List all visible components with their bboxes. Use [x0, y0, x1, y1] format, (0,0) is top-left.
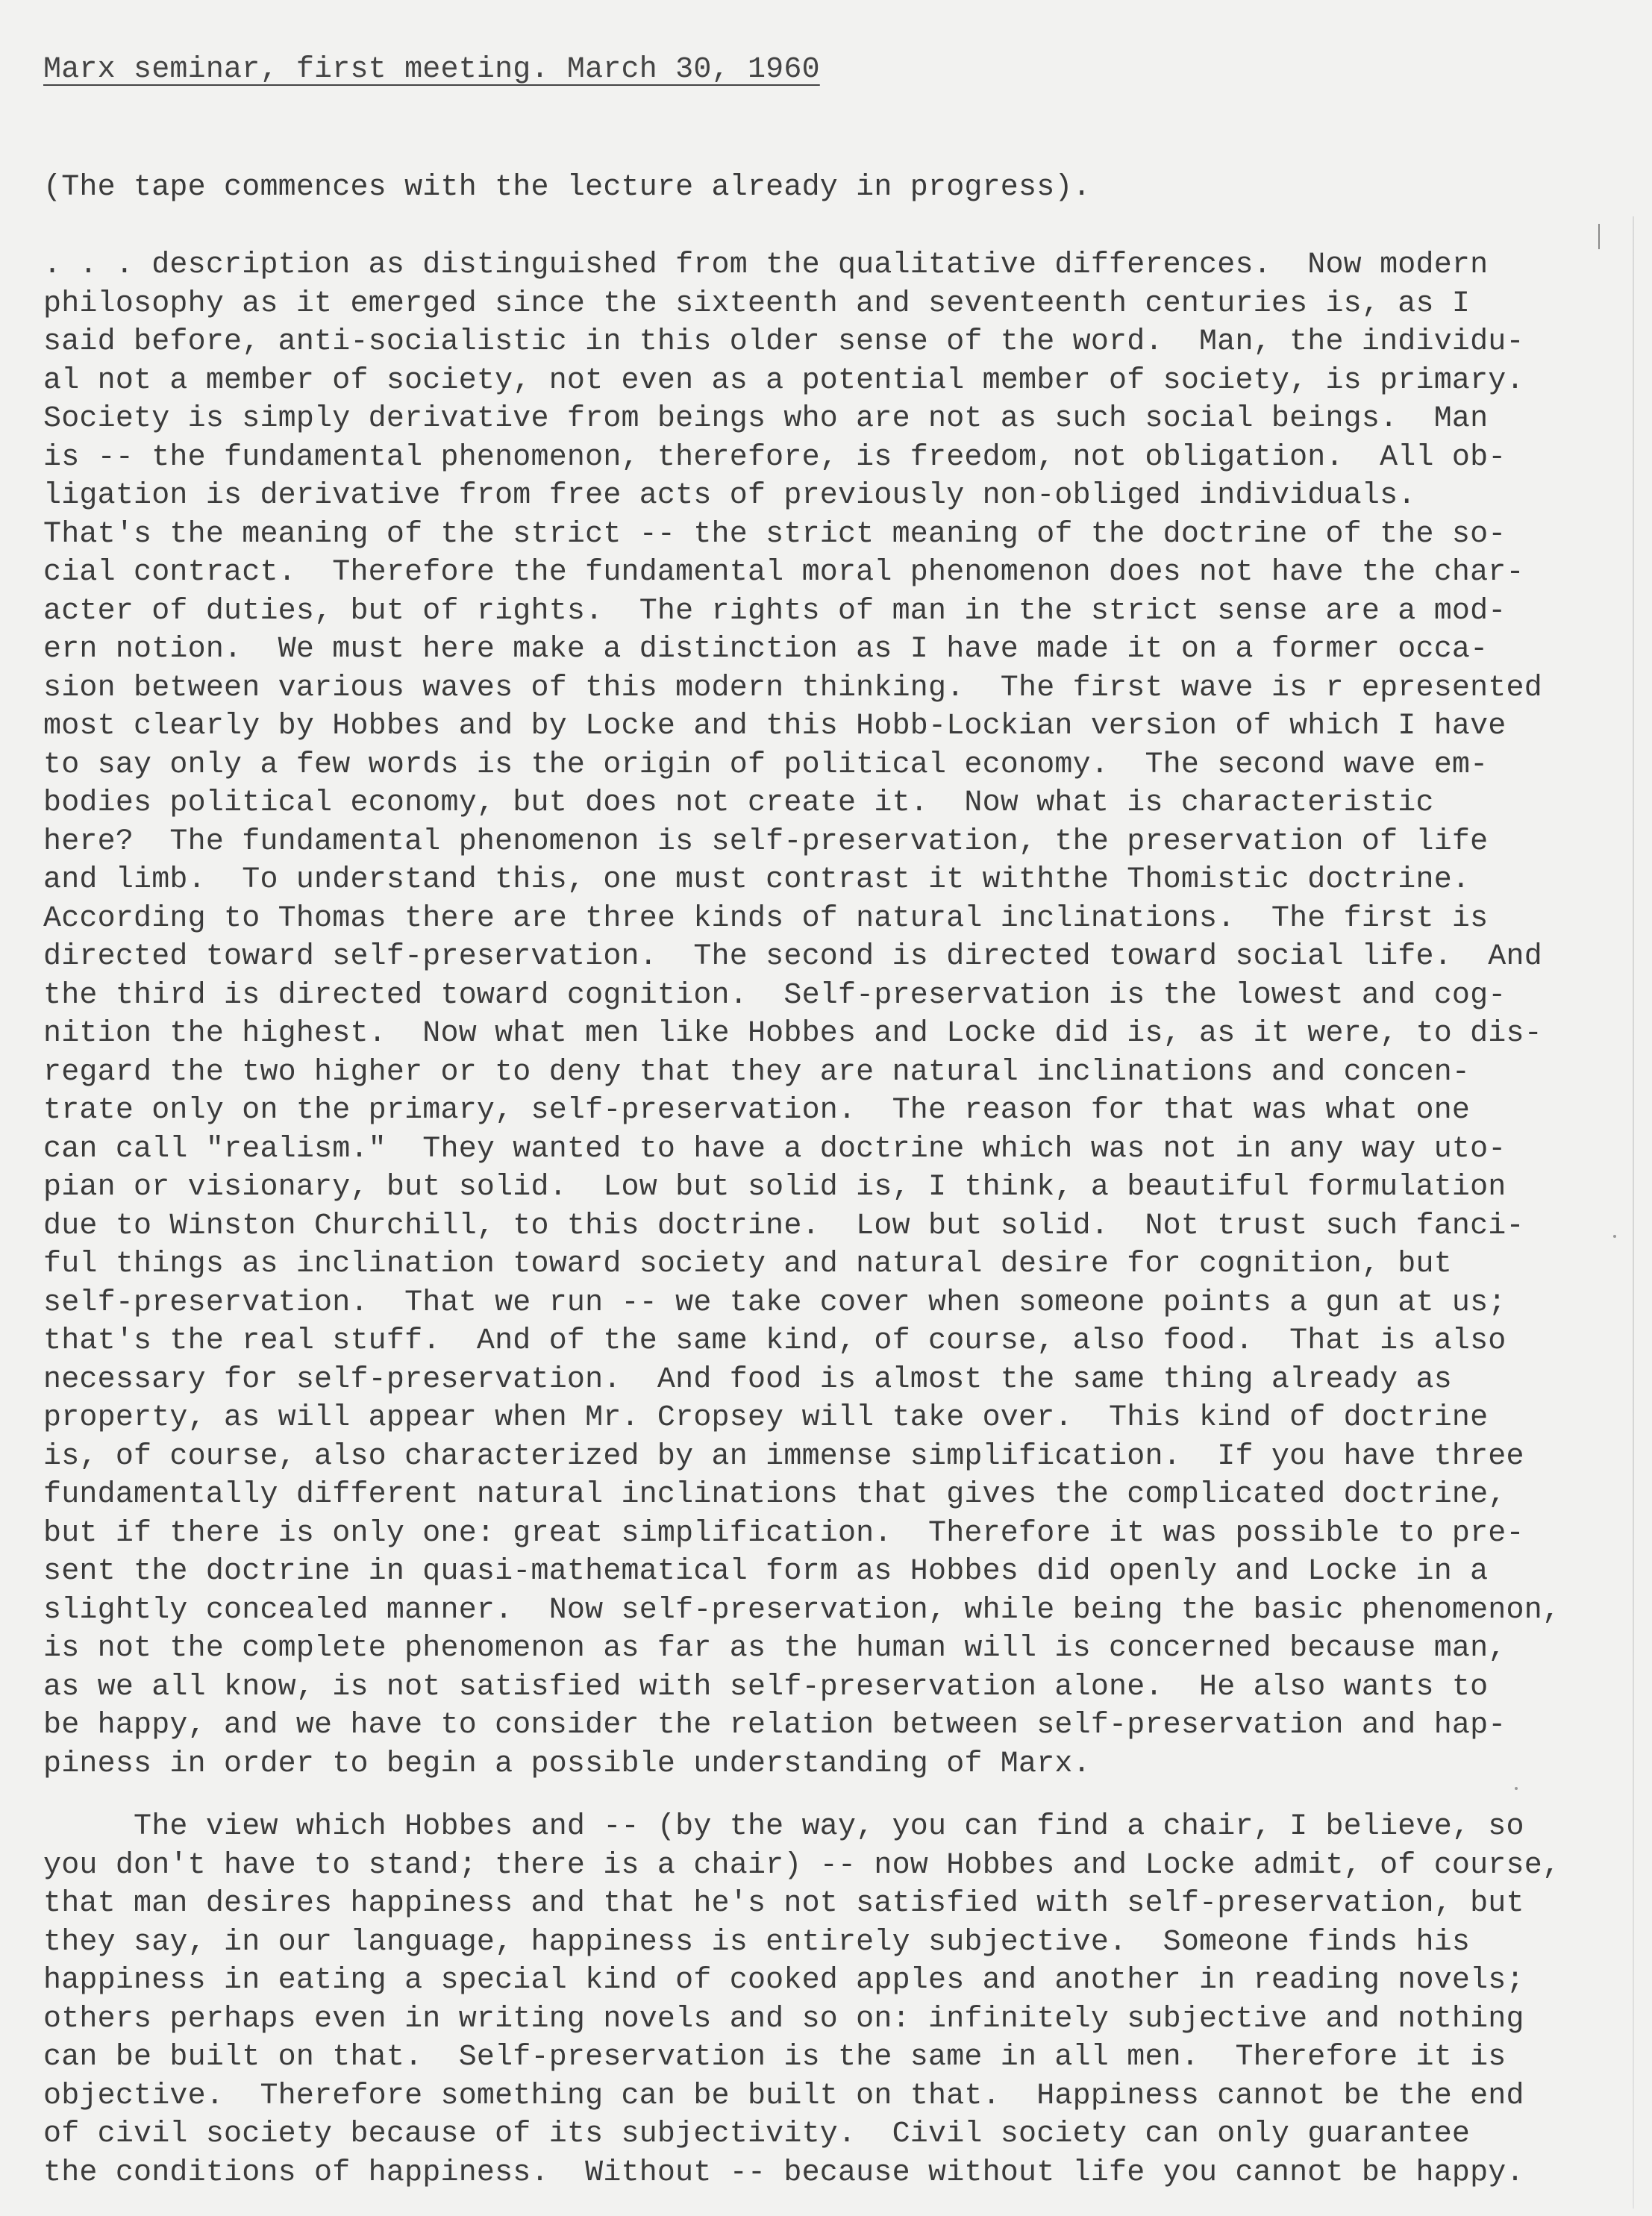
text-line: most clearly by Hobbes and by Locke and this Hobb-Lockian version of which I have — [43, 710, 1506, 743]
text-line: the conditions of happiness. Without -- because without life you cannot be happy. — [43, 2156, 1524, 2190]
text-line: that's the real stuff. And of the same kind, of course, also food. That is also — [43, 1324, 1506, 1358]
text-line: al not a member of society, not even as a potential member of society, is primary. — [43, 363, 1524, 398]
text-line: be happy, and we have to consider the relation between self-preservation and hap- — [43, 1709, 1506, 1742]
text-line: property, as will appear when Mr. Cropsey will take over. This kind of doctrine — [43, 1401, 1489, 1435]
ink-speck — [1515, 1787, 1518, 1790]
text-line: slightly concealed manner. Now self-preservation, while being the basic phenomenon, — [43, 1593, 1561, 1627]
text-line: they say, in our language, happiness is entirely subjective. Someone finds his — [43, 1925, 1471, 1959]
text-line: to say only a few words is the origin of political economy. The second wave em- — [43, 748, 1489, 782]
text-line: is -- the fundamental phenomenon, therefore, is freedom, not obligation. All ob- — [43, 440, 1506, 475]
margin-mark — [1598, 224, 1600, 249]
text-line: and limb. To understand this, one must contrast it withthe Thomistic doctrine. — [43, 863, 1471, 897]
text-line: piness in order to begin a possible understanding of Marx. — [43, 1747, 1091, 1781]
text-line: ern notion. We must here make a distinction as I have made it on a former occa- — [43, 633, 1489, 666]
text-line: fundamentally different natural inclinations that gives the complicated doctrine, — [43, 1478, 1506, 1512]
text-line: directed toward self-preservation. The second is directed toward social life. And — [43, 940, 1542, 974]
text-line: sent the doctrine in quasi-mathematical form as Hobbes did openly and Locke in a — [43, 1555, 1489, 1589]
text-line: cial contract. Therefore the fundamental moral phenomenon does not have the char- — [43, 556, 1524, 589]
text-line: said before, anti-socialistic in this older sense of the word. Man, the individu- — [43, 325, 1524, 359]
text-line: objective. Therefore something can be built on that. Happiness cannot be the end — [43, 2079, 1524, 2113]
text-line: but if there is only one: great simplification. Therefore it was possible to pre- — [43, 1516, 1524, 1550]
text-line: happiness in eating a special kind of cooked apples and another in reading novels; — [43, 1964, 1524, 1997]
text-line: of civil society because of its subjectivity. Civil society can only guarantee — [43, 2118, 1471, 2151]
text-line: nition the highest. Now what men like Hobbes and Locke did is, as it were, to dis- — [43, 1017, 1542, 1051]
text-line: According to Thomas there are three kinds of natural inclinations. The first is — [43, 901, 1489, 936]
tape-note: (The tape commences with the lecture already in progress). — [43, 171, 1091, 204]
text-line: is, of course, also characterized by an immense simplification. If you have three — [43, 1439, 1524, 1474]
text-line: philosophy as it emerged since the sixteenth and seventeenth centuries is, as I — [43, 287, 1471, 321]
text-line: That's the meaning of the strict -- the strict meaning of the doctrine of the so- — [43, 517, 1506, 551]
text-line: others perhaps even in writing novels and so on: infinitely subjective and nothing — [43, 2002, 1524, 2036]
text-line: . . . description as distinguished from the qualitative differences. Now modern — [43, 248, 1489, 282]
text-line: acter of duties, but of rights. The rights of man in the strict sense are a mod- — [43, 594, 1506, 628]
text-line: sion between various waves of this modern thinking. The first wave is r epresented — [43, 671, 1542, 705]
paragraph-1 — [43, 246, 1560, 1783]
text-line: self-preservation. That we run -- we take cover when someone points a gun at us; — [43, 1286, 1506, 1320]
text-line: as we all know, is not satisfied with self-preservation alone. He also wants to — [43, 1670, 1489, 1704]
text-line: that man desires happiness and that he's not satisfied with self-preservation, but — [43, 1887, 1524, 1921]
text-line: The view which Hobbes and -- (by the way, you can find a chair, I believe, so — [43, 1810, 1524, 1844]
text-line: necessary for self-preservation. And food is almost the same thing already as — [43, 1362, 1452, 1397]
text-line: here? The fundamental phenomenon is self-preservation, the preservation of life — [43, 824, 1489, 859]
document-heading: Marx seminar, first meeting. March 30, 1960 — [43, 53, 820, 87]
text-line: trate only on the primary, self-preservation. The reason for that was what one — [43, 1094, 1471, 1127]
text-line: can call "realism." They wanted to have a doctrine which was not in any way uto- — [43, 1132, 1506, 1166]
paragraph-2 — [43, 1808, 1560, 2192]
text-line: the third is directed toward cognition. Self-preservation is the lowest and cog- — [43, 978, 1506, 1012]
margin-rule — [1633, 216, 1634, 2209]
text-line: you don't have to stand; there is a chair) -- now Hobbes and Locke admit, of course, — [43, 1848, 1561, 1882]
text-line: can be built on that. Self-preservation is the same in all men. Therefore it is — [43, 2041, 1506, 2074]
text-line: is not the complete phenomenon as far as the human will is concerned because man, — [43, 1632, 1506, 1665]
text-line: bodies political economy, but does not create it. Now what is characteristic — [43, 786, 1434, 820]
text-line: pian or visionary, but solid. Low but solid is, I think, a beautiful formulation — [43, 1171, 1506, 1204]
text-line: ful things as inclination toward society and natural desire for cognition, but — [43, 1248, 1452, 1281]
text-line: Society is simply derivative from beings who are not as such social beings. Man — [43, 402, 1489, 436]
text-line: due to Winston Churchill, to this doctrine. Low but solid. Not trust such fanci- — [43, 1209, 1524, 1243]
text-line: regard the two higher or to deny that they are natural inclinations and concen- — [43, 1055, 1471, 1089]
ink-speck — [1613, 1235, 1616, 1238]
text-line: ligation is derivative from free acts of previously non-obliged individuals. — [43, 479, 1416, 513]
